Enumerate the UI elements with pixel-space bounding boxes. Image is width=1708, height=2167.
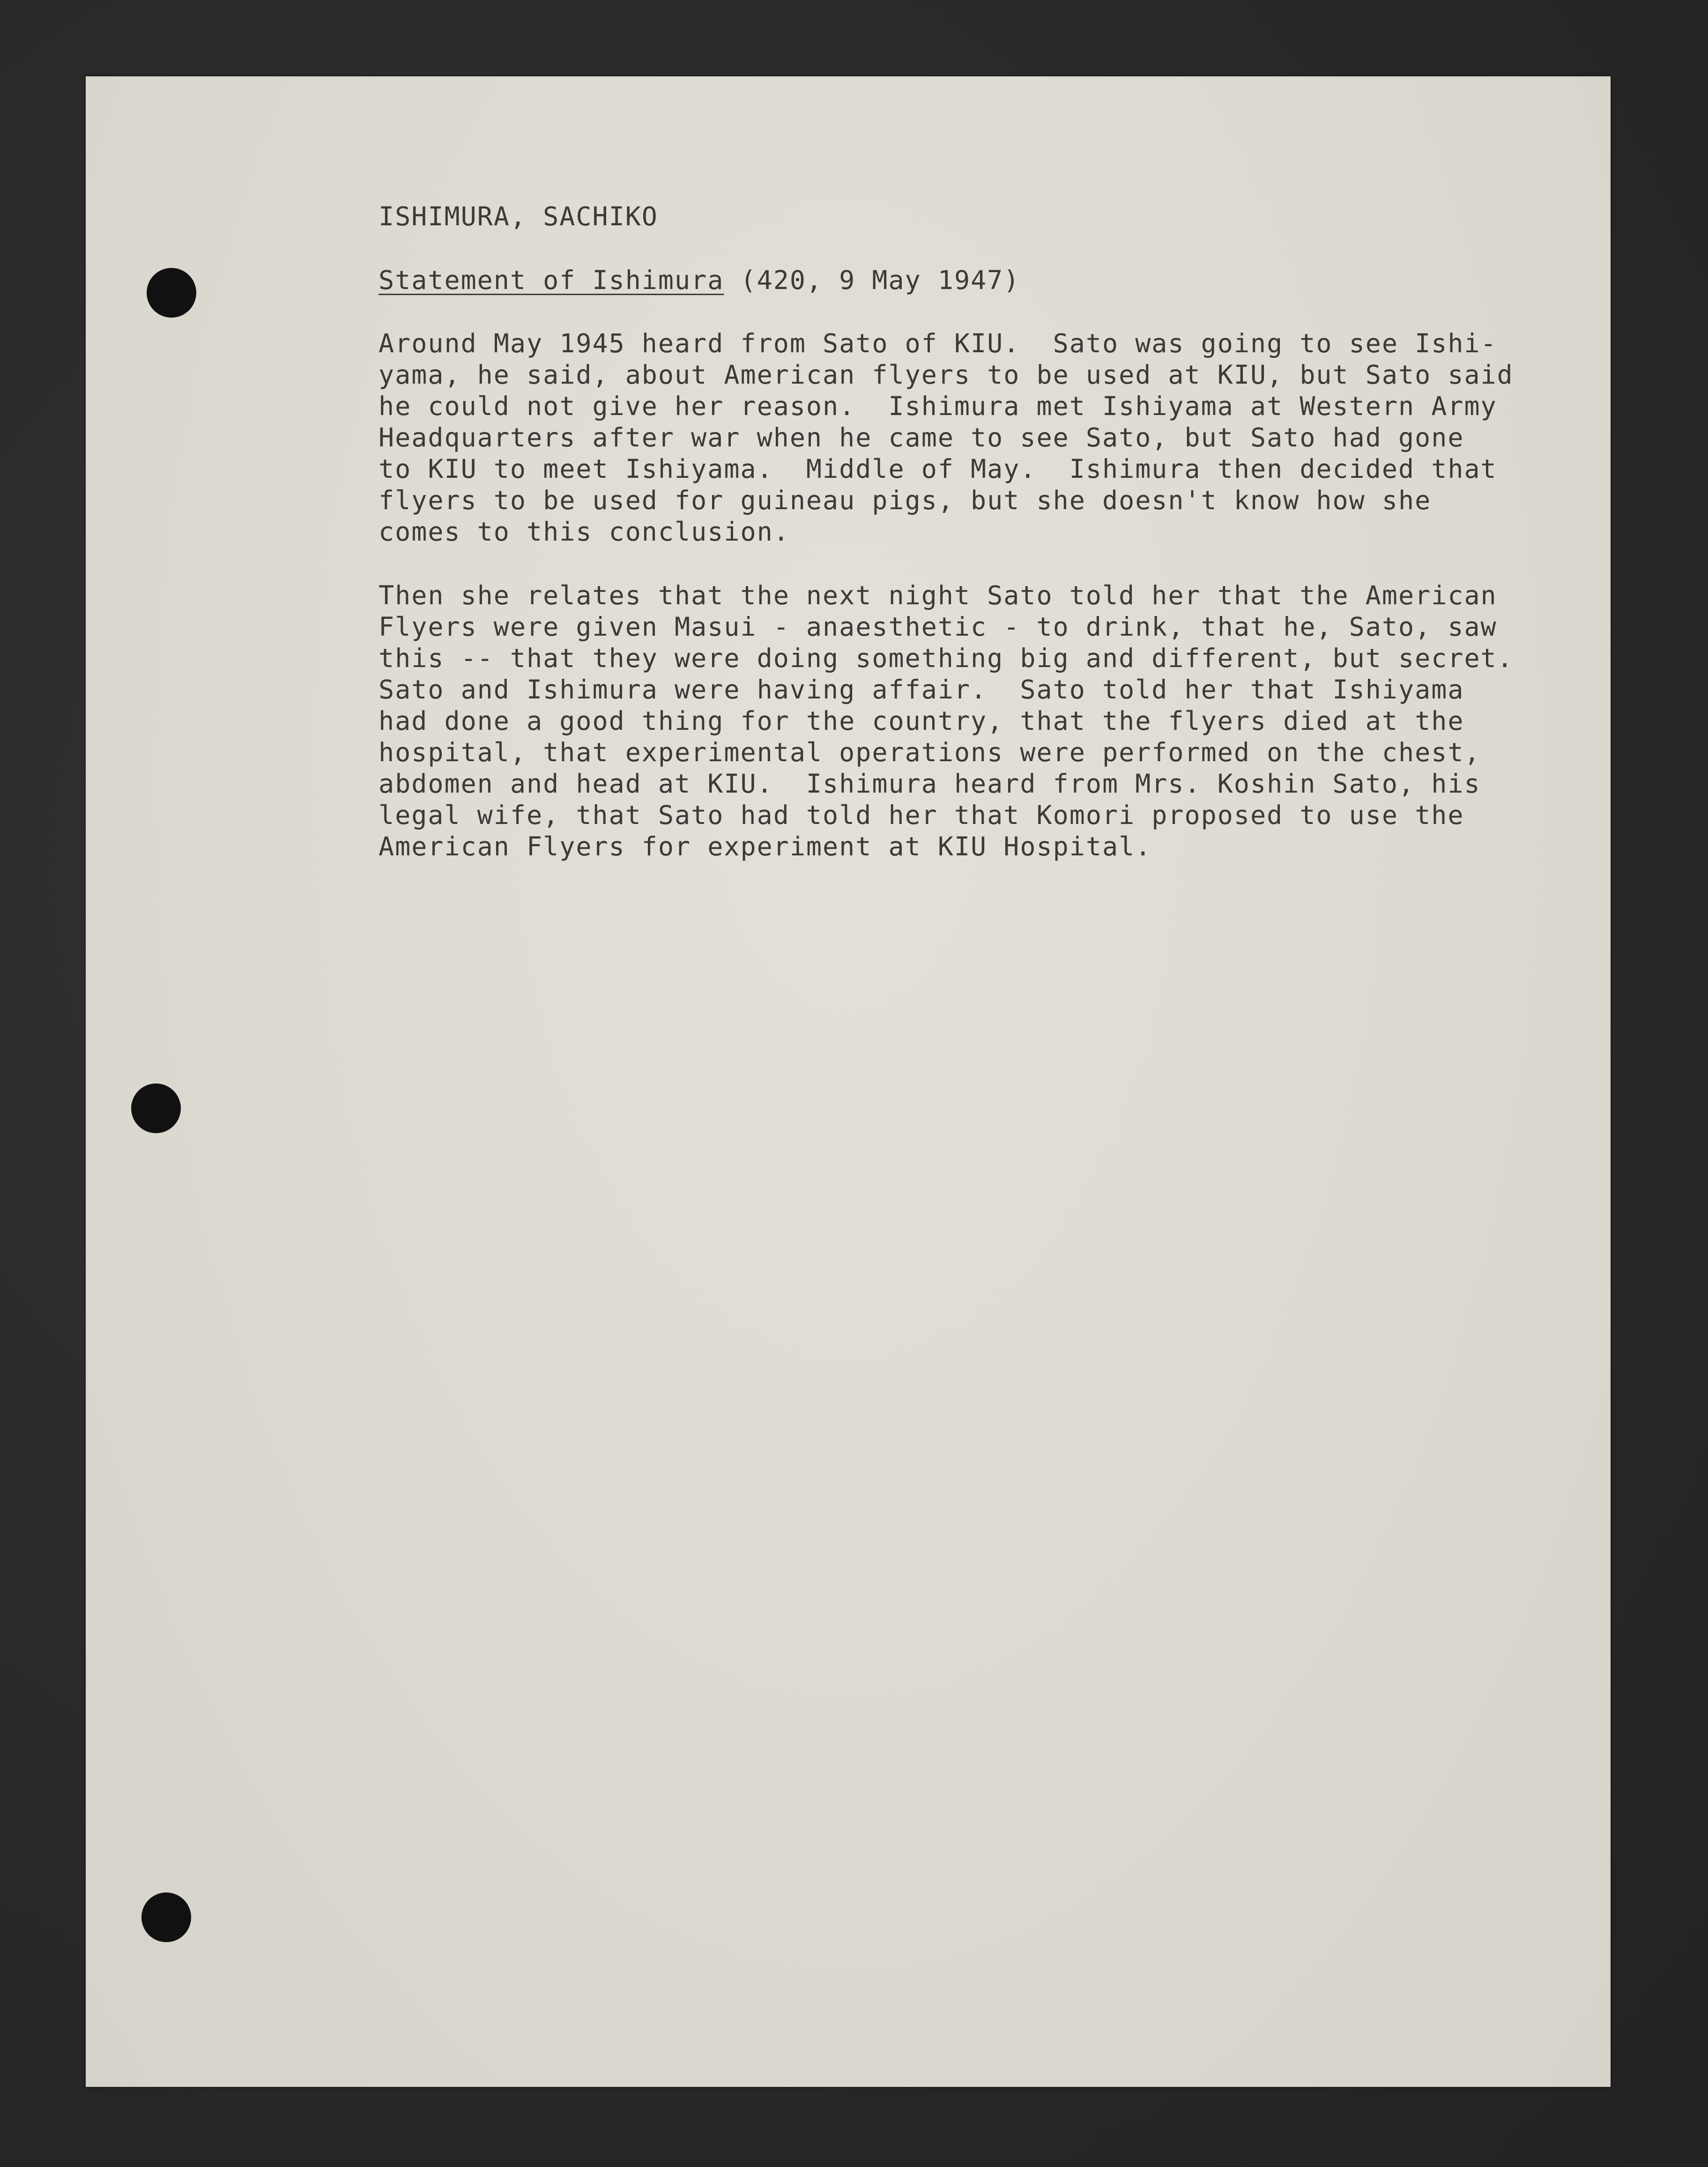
text-line: Then she relates that the next night Sato told her that the American [379,580,1497,610]
text-line: this -- that they were doing something big and different, but secret. [379,643,1514,673]
paragraph-1 [379,328,1514,548]
punch-hole [147,268,196,318]
text-line: yama, he said, about American flyers to be used at KIU, but Sato said [379,360,1514,390]
statement-reference: (420, 9 May 1947) [724,265,1020,295]
text-line: legal wife, that Sato had told her that Komori proposed to use the [379,800,1464,830]
text-line: comes to this conclusion. [379,517,790,547]
document-heading: ISHIMURA, SACHIKO [379,201,658,231]
punch-hole [141,1892,191,1942]
text-line: Sato and Ishimura were having affair. Sato told her that Ishiyama [379,675,1464,705]
text-line: flyers to be used for guineau pigs, but she doesn't know how she [379,485,1432,515]
text-line: Flyers were given Masui - anaesthetic - to drink, that he, Sato, saw [379,612,1497,642]
paragraph-2 [379,580,1514,862]
text-line: Headquarters after war when he came to see Sato, but Sato had gone [379,423,1464,453]
text-line: Around May 1945 heard from Sato of KIU. Sato was going to see Ishi- [379,328,1497,358]
text-line: hospital, that experimental operations were performed on the chest, [379,737,1481,767]
text-line: American Flyers for experiment at KIU Hospital. [379,831,1152,861]
statement-title-underlined: Statement of Ishimura [379,265,724,295]
text-line: to KIU to meet Ishiyama. Middle of May. Ishimura then decided that [379,454,1497,484]
punch-hole [131,1084,181,1133]
statement-title [379,265,1020,295]
text-line: abdomen and head at KIU. Ishimura heard from Mrs. Koshin Sato, his [379,769,1481,799]
text-line: had done a good thing for the country, that the flyers died at the [379,706,1464,736]
text-line: he could not give her reason. Ishimura met Ishiyama at Western Army [379,391,1497,421]
